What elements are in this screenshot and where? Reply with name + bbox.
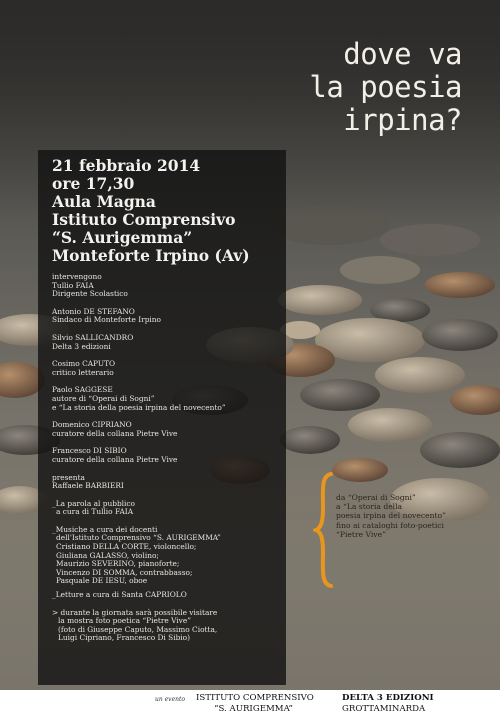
- performer: Cristiano DELLA CORTE, violoncello;: [56, 542, 197, 552]
- speaker-role: Sindaco di Monteforte Irpino: [52, 315, 161, 325]
- letture-line: _Letture a cura di Santa CAPRIOLO: [52, 590, 187, 600]
- speaker-role: critico letterario: [52, 367, 114, 377]
- mostra-line-4: Luigi Cipriano, Francesco Di Sibio): [58, 633, 190, 643]
- footer-publisher-line-1: DELTA 3 EDIZIONI: [342, 693, 434, 703]
- speaker-role: Delta 3 edizioni: [52, 341, 111, 351]
- speaker-name: Silvio SALLICANDRO: [52, 332, 134, 342]
- event-venue: Istituto Comprensivo: [52, 210, 236, 229]
- parola-line-1: _La parola al pubblico: [52, 498, 135, 508]
- footer-organizer-school: [196, 693, 314, 714]
- title-line-2: la poesia: [309, 70, 462, 104]
- speaker-role: curatore della collana Pietre Vive: [52, 454, 178, 464]
- speaker-role-2: e “La storia della poesia irpina del novecento”: [52, 402, 226, 412]
- performer: Giuliana GALASSO, violino;: [56, 550, 159, 560]
- speaker-name: Domenico CIPRIANO: [52, 420, 132, 430]
- title-line-1: dove va: [343, 37, 462, 71]
- speaker-name: Tullio FAIA: [52, 280, 94, 290]
- collection-note-line: “Pietre Vive”: [336, 529, 386, 539]
- event-venue-name: “S. Aurigemma”: [52, 228, 193, 247]
- event-room: Aula Magna: [52, 192, 156, 211]
- performer: Pasquale DE IESU, oboe: [56, 576, 148, 586]
- collection-note-line: da “Operai di Sogni”: [336, 493, 416, 502]
- speakers-label: intervengono: [52, 272, 102, 281]
- musiche-line-1: _Musiche a cura dei docenti: [52, 524, 158, 534]
- speaker-name: Cosimo CAPUTO: [52, 359, 116, 369]
- event-time: ore 17,30: [52, 174, 135, 193]
- speaker-role: autore di “Operai di Sogni”: [52, 393, 155, 403]
- performer: Vincenzo DI SOMMA, contrabbasso;: [56, 567, 193, 577]
- performer: Maurizio SEVERINO, pianoforte;: [56, 559, 180, 569]
- footer-school-line-1: ISTITUTO COMPRENSIVO: [196, 693, 314, 703]
- title-line-3: irpina?: [343, 103, 462, 137]
- speaker-name: Paolo SAGGESE: [52, 385, 113, 395]
- speaker-name: Francesco DI SIBIO: [52, 446, 127, 456]
- event-details: [52, 157, 282, 265]
- curly-brace-icon: [313, 470, 335, 590]
- presenter-name: Raffaele BARBIERI: [52, 481, 124, 491]
- musiche-line-2: dell'Istituto Comprensivo “S. AURIGEMMA”: [56, 533, 221, 543]
- mostra-line-3: (foto di Giuseppe Caputo, Massimo Ciotta,: [58, 624, 218, 634]
- speaker-name: Antonio DE STEFANO: [52, 306, 135, 316]
- footer-school-line-2: “S. AURIGEMMA”: [214, 703, 293, 714]
- event-city: Monteforte Irpino (Av): [52, 246, 250, 265]
- presenta-label: presenta: [52, 472, 85, 482]
- speaker-role: Dirigente Scolastico: [52, 289, 128, 299]
- footer-publisher-line-2: GROTTAMINARDA: [342, 703, 426, 714]
- footer-organizer-publisher: [342, 693, 462, 714]
- collection-note: [336, 493, 496, 539]
- collection-note-line: a “La storia della: [336, 502, 403, 512]
- event-date: 21 febbraio 2014: [52, 156, 201, 175]
- collection-note-line: poesia irpina del novecento”: [336, 511, 446, 521]
- footer-evento-label: un evento: [155, 696, 186, 703]
- program-text: [52, 273, 282, 643]
- mostra-line-2: la mostra foto poetica “Pietre Vive”: [58, 616, 191, 626]
- collection-note-line: fino ai cataloghi foto-poetici: [336, 520, 444, 530]
- mostra-line-1: > durante la giornata sarà possibile visitare: [52, 607, 218, 617]
- poster-title: [242, 38, 462, 137]
- speaker-role: curatore della collana Pietre Vive: [52, 428, 178, 438]
- parola-line-2: a cura di Tullio FAIA: [56, 507, 134, 517]
